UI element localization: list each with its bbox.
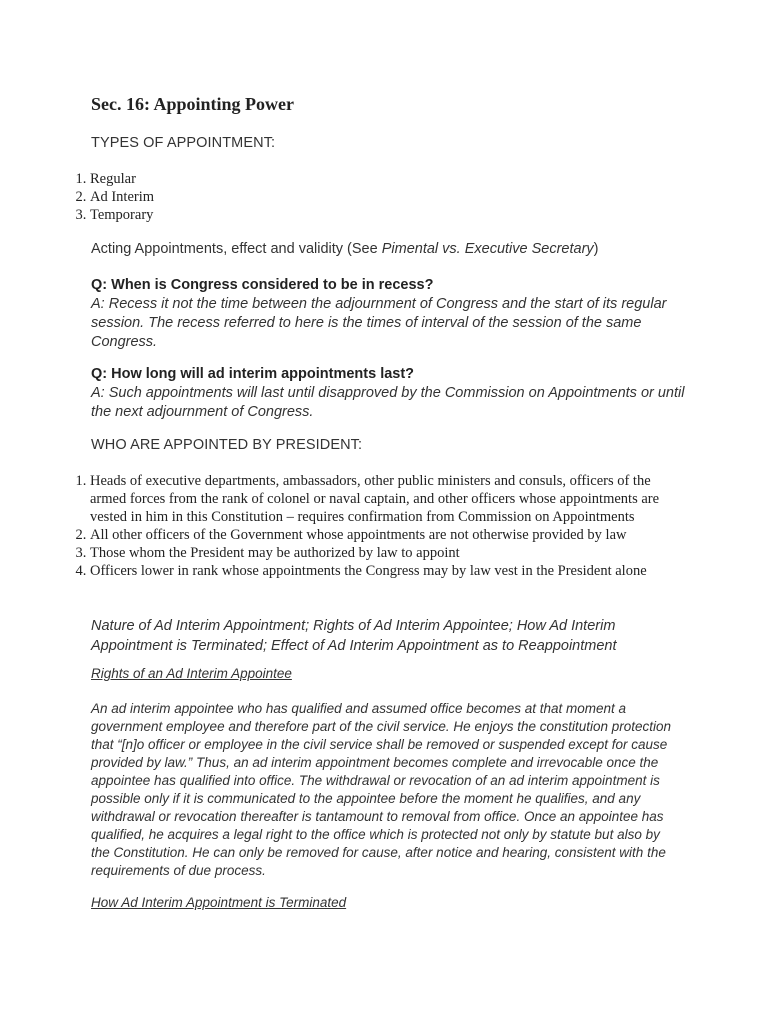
qa-ad-interim-duration xyxy=(91,365,691,422)
answer: A: Such appointments will last until disapproved by the Commission on Appointments or until the next adjournment of Congress. xyxy=(91,385,685,420)
rights-heading: Rights of an Ad Interim Appointee xyxy=(91,666,292,681)
qa-recess xyxy=(91,276,691,352)
acting-prefix: Acting Appointments, effect and validity (See xyxy=(91,241,382,257)
list-item: 2. All other officers of the Government whose appointments are not otherwise provided by law xyxy=(90,526,685,544)
case-citation: Pimental vs. Executive Secretary xyxy=(381,241,594,257)
acting-appointments-line xyxy=(91,240,691,259)
page-title: Sec. 16: Appointing Power xyxy=(91,94,295,114)
list-item: 4. Officers lower in rank whose appointments the Congress may by law vest in the President alone xyxy=(90,562,685,580)
types-list xyxy=(0,170,390,224)
question: Q: When is Congress considered to be in recess? xyxy=(91,277,434,293)
president-heading: WHO ARE APPOINTED BY PRESIDENT: xyxy=(91,437,363,453)
terminated-heading: How Ad Interim Appointment is Terminated xyxy=(91,895,347,910)
nature-heading: Nature of Ad Interim Appointment; Rights of Ad Interim Appointee; How Ad Interim Appointment is Terminated; Effect of Ad Interim Appointment as to Reappointment xyxy=(91,618,617,654)
list-item: 1. Regular xyxy=(90,170,390,188)
question: Q: How long will ad interim appointments last? xyxy=(91,366,415,382)
answer: A: Recess it not the time between the adjournment of Congress and the start of its regular session. The recess referred to here is the times of interval of the session of the same Congress. xyxy=(91,296,667,350)
list-item: 3. Temporary xyxy=(90,206,390,224)
president-appointees-list xyxy=(0,472,685,580)
list-item: 3. Those whom the President may be authorized by law to appoint xyxy=(90,544,685,562)
rights-body: An ad interim appointee who has qualified and assumed office becomes at that moment a government employee and therefore part of the civil service. He enjoys the constitution protection that “[n]o officer or employee in the civil service shall be removed or suspended except for cause provided by law.” Thus, an ad interim appointment becomes complete and irrevocable once the appointee has qualified into office. The withdrawal or revocation of an ad interim appointment is possible only if it is communicated to the appointee before the moment he qualifies, and any withdrawal or revocation thereafter is tantamount to removal from office. Once an appointee has qualified, he acquires a legal right to the office which is protected not only by statute but also by the Constitution. He can only be removed for cause, after notice and hearing, consistent with the requirements of due process. xyxy=(91,701,672,878)
list-item: 2. Ad Interim xyxy=(90,188,390,206)
acting-suffix: ) xyxy=(593,241,599,257)
types-heading: TYPES OF APPOINTMENT: xyxy=(91,135,276,151)
list-item: 1. Heads of executive departments, ambassadors, other public ministers and consuls, officers of the armed forces from the rank of colonel or naval captain, and other officers whose appointments are vested in him in this Constitution – requires confirmation from Commission on Appointments xyxy=(90,472,685,526)
